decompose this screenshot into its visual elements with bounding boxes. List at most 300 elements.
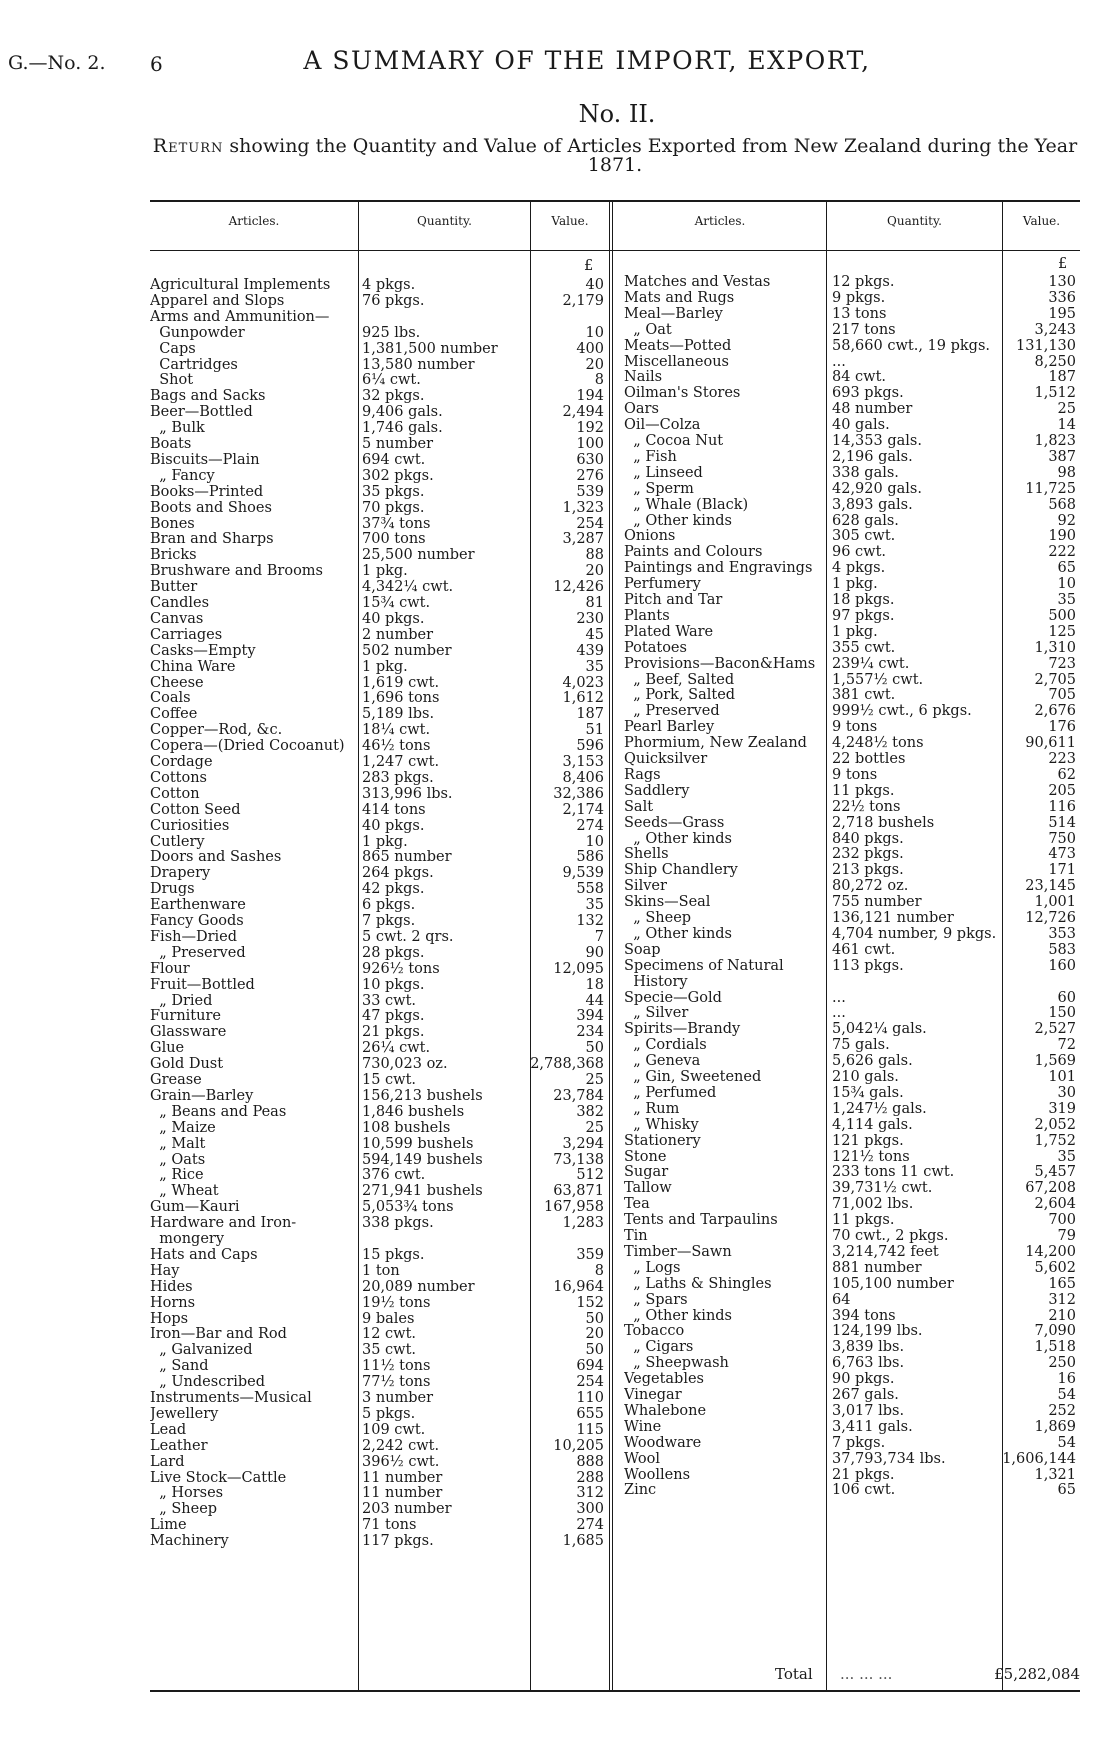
article-name: Cheese <box>150 674 204 691</box>
value-cell: 596 <box>576 738 604 755</box>
quantity-cell: 77½ tons <box>362 1374 431 1391</box>
value-cell: 223 <box>1048 751 1076 767</box>
article-name: „ Sheepwash <box>624 1355 729 1372</box>
article-name: Doors and Sashes <box>150 849 282 866</box>
value-cell: 195 <box>1048 305 1076 322</box>
article-name: Whalebone <box>624 1402 707 1419</box>
value-cell: 14,200 <box>1025 1243 1076 1260</box>
article-name: Leather <box>150 1437 208 1454</box>
article-name: Boots and Shoes <box>150 499 272 516</box>
quantity-cell: 283 pkgs. <box>362 769 434 786</box>
quantity-cell: 20,089 number <box>362 1278 475 1295</box>
value-cell: 473 <box>1048 846 1076 863</box>
article-name: Canvas <box>150 610 204 627</box>
quantity-cell: ... <box>832 1005 846 1022</box>
article-name: „ Fish <box>624 448 677 465</box>
quantity-cell: 1 ton <box>362 1262 400 1279</box>
value-cell: 62 <box>1057 766 1076 783</box>
quantity-cell: 97 pkgs. <box>832 607 895 624</box>
value-cell: 20 <box>585 1326 604 1343</box>
quantity-cell: 396½ cwt. <box>362 1453 440 1470</box>
header-value: Value. <box>1022 214 1061 228</box>
panel-divider <box>609 201 613 1690</box>
article-name: „ Sperm <box>624 480 694 497</box>
article-name: „ Undescribed <box>150 1374 266 1391</box>
article-name: „ Perfumed <box>624 1084 717 1101</box>
quantity-cell: 999½ cwt., 6 pkgs. <box>832 703 972 720</box>
table-row <box>624 1481 1077 1499</box>
value-cell: 723 <box>1048 655 1076 672</box>
quantity-cell: 3,839 lbs. <box>832 1339 905 1356</box>
quantity-cell: 6,763 lbs. <box>832 1355 905 1372</box>
quantity-cell: 9 tons <box>832 766 878 783</box>
quantity-cell: 264 pkgs. <box>362 865 434 882</box>
article-name: Arms and Ammunition— <box>150 308 330 325</box>
value-cell: 81 <box>585 595 604 611</box>
value-cell: 394 <box>576 1008 604 1025</box>
quantity-cell: 1,619 cwt. <box>362 674 440 691</box>
value-cell: 252 <box>1048 1402 1076 1419</box>
caption-lead: Return <box>152 135 224 157</box>
value-cell: 2,676 <box>1034 703 1076 720</box>
quantity-cell: 694 cwt. <box>362 451 426 468</box>
value-cell: 35 <box>1057 1148 1076 1165</box>
value-cell: 65 <box>1057 560 1076 577</box>
quantity-cell: 106 cwt. <box>832 1482 896 1499</box>
value-cell: 3,153 <box>562 754 604 770</box>
article-name: Butter <box>150 579 198 596</box>
value-cell: 300 <box>576 1501 604 1518</box>
article-name: „ Other kinds <box>624 925 732 942</box>
document-series: G.—No. 2. <box>8 52 106 74</box>
article-name: Cottons <box>150 769 207 786</box>
quantity-cell: 881 number <box>832 1259 922 1276</box>
quantity-cell: 35 cwt. <box>362 1342 417 1359</box>
value-cell: 12,095 <box>553 960 604 977</box>
value-cell: 50 <box>585 1342 604 1359</box>
article-name: „ Malt <box>150 1135 206 1152</box>
value-cell: 382 <box>576 1103 604 1120</box>
quantity-cell: 4,114 gals. <box>832 1116 913 1133</box>
quantity-cell: 18 pkgs. <box>832 592 895 608</box>
quantity-cell: 338 gals. <box>832 464 899 481</box>
value-cell: 63,871 <box>553 1183 604 1200</box>
article-name: Rags <box>624 766 661 783</box>
article-name: History <box>624 973 688 990</box>
value-cell: 101 <box>1048 1069 1076 1085</box>
quantity-cell: 37¾ tons <box>362 515 431 532</box>
value-cell: 10,205 <box>553 1437 604 1454</box>
article-name: Flour <box>150 960 190 977</box>
article-name: Copper—Rod, &c. <box>150 722 283 739</box>
quantity-cell: 755 number <box>832 894 922 911</box>
article-name: „ Beans and Peas <box>150 1103 287 1120</box>
value-cell: 12,726 <box>1025 910 1076 926</box>
value-cell: 187 <box>576 706 604 723</box>
quantity-cell: 21 pkgs. <box>362 1024 425 1041</box>
table-top-rule <box>150 200 1080 202</box>
article-name: Agricultural Implements <box>150 277 331 293</box>
value-cell: 439 <box>576 642 604 659</box>
article-name: „ Laths & Shingles <box>624 1275 772 1292</box>
currency-symbol: £ <box>584 258 594 274</box>
article-name: Boats <box>150 436 192 452</box>
quantity-cell: 113 pkgs. <box>832 957 904 974</box>
article-name: Lime <box>150 1517 187 1534</box>
value-cell: 210 <box>1048 1307 1076 1324</box>
value-cell: 2,604 <box>1034 1196 1076 1213</box>
value-cell: 165 <box>1048 1275 1076 1292</box>
value-cell: 1,283 <box>562 1215 604 1232</box>
article-name: Meats—Potted <box>624 337 732 354</box>
article-name: Books—Printed <box>150 483 264 500</box>
quantity-cell: 594,149 bushels <box>362 1151 483 1168</box>
article-name: Glue <box>150 1040 185 1057</box>
value-cell: 4,023 <box>562 674 604 691</box>
article-name: „ Fancy <box>150 467 215 484</box>
value-cell: 583 <box>1048 941 1076 958</box>
value-cell: 132 <box>576 913 604 929</box>
article-name: „ Geneva <box>624 1053 701 1070</box>
article-name: „ Dried <box>150 992 213 1009</box>
quantity-cell: 6 pkgs. <box>362 897 416 914</box>
article-name: Drugs <box>150 881 195 898</box>
quantity-cell: 305 cwt. <box>832 528 896 545</box>
value-cell: 3,243 <box>1034 321 1076 338</box>
value-cell: 400 <box>576 340 604 357</box>
quantity-cell: 1 pkg. <box>832 623 878 640</box>
quantity-cell: 5 pkgs. <box>362 1405 416 1422</box>
quantity-cell: 9 bales <box>362 1310 415 1327</box>
quantity-cell: 5 cwt. 2 qrs. <box>362 928 454 945</box>
quantity-cell: 1 pkg. <box>362 563 408 580</box>
article-name: Hops <box>150 1310 189 1327</box>
value-cell: 44 <box>585 992 604 1009</box>
value-cell: 319 <box>1048 1100 1076 1117</box>
article-name: Bricks <box>150 547 197 564</box>
value-cell: 20 <box>585 356 604 373</box>
quantity-cell: 15 cwt. <box>362 1072 417 1088</box>
article-name: Brushware and Brooms <box>150 563 323 580</box>
value-cell: 250 <box>1048 1355 1076 1372</box>
article-name: Plants <box>624 607 670 624</box>
article-name: Potatoes <box>624 639 687 656</box>
quantity-cell: 76 pkgs. <box>362 292 425 309</box>
value-cell: 750 <box>1048 830 1076 847</box>
article-name: Hats and Caps <box>150 1246 258 1263</box>
article-name: Woollens <box>624 1466 691 1483</box>
article-name: Lard <box>150 1453 185 1470</box>
value-cell: 8 <box>594 372 604 389</box>
quantity-cell: 47 pkgs. <box>362 1008 425 1025</box>
quantity-cell: 9 tons <box>832 719 878 736</box>
quantity-cell: 926½ tons <box>362 960 440 977</box>
value-cell: 568 <box>1048 496 1076 513</box>
quantity-cell: 267 gals. <box>832 1387 899 1403</box>
article-name: Cordage <box>150 754 213 770</box>
article-name: Tobacco <box>624 1323 685 1340</box>
value-cell: 23,784 <box>553 1087 604 1104</box>
total-label: Total <box>775 1665 813 1683</box>
quantity-cell: 11 pkgs. <box>832 782 895 799</box>
article-name: Instruments—Musical <box>150 1390 312 1406</box>
quantity-cell: 75 gals. <box>832 1037 890 1054</box>
quantity-cell: 1,247½ gals. <box>832 1100 927 1117</box>
currency-symbol: £ <box>1058 256 1068 272</box>
article-name: Nails <box>624 369 663 386</box>
quantity-cell: 1,746 gals. <box>362 420 443 437</box>
quantity-cell: 40 pkgs. <box>362 610 425 627</box>
value-cell: 51 <box>585 722 604 739</box>
quantity-cell: 71 tons <box>362 1517 417 1534</box>
quantity-cell: 121½ tons <box>832 1148 910 1165</box>
quantity-cell: 40 gals. <box>832 417 890 434</box>
article-name: Coals <box>150 690 191 707</box>
quantity-cell: 1,381,500 number <box>362 340 498 357</box>
value-cell: 20 <box>585 563 604 580</box>
quantity-cell: 3,893 gals. <box>832 496 913 513</box>
value-cell: 25 <box>585 1119 604 1136</box>
article-name: „ Preserved <box>624 703 720 720</box>
value-cell: 176 <box>1048 719 1076 736</box>
value-cell: 353 <box>1048 925 1076 942</box>
value-cell: 254 <box>576 1374 604 1391</box>
quantity-cell: 13,580 number <box>362 356 475 373</box>
article-name: Quicksilver <box>624 751 708 767</box>
quantity-cell: 233 tons 11 cwt. <box>832 1164 955 1181</box>
quantity-cell: 414 tons <box>362 801 426 818</box>
quantity-cell: 10 pkgs. <box>362 976 425 993</box>
value-cell: 90,611 <box>1025 735 1076 752</box>
article-name: „ Cordials <box>624 1037 707 1054</box>
value-cell: 514 <box>1048 814 1076 831</box>
quantity-cell: 136,121 number <box>832 910 954 926</box>
article-name: Ship Chandlery <box>624 862 738 879</box>
quantity-cell: 4 pkgs. <box>832 560 886 577</box>
value-cell: 131,130 <box>1016 337 1076 354</box>
quantity-cell: 26¼ cwt. <box>362 1040 431 1057</box>
quantity-cell: 11½ tons <box>362 1358 431 1375</box>
article-name: Sugar <box>624 1164 669 1181</box>
quantity-cell: 11 number <box>362 1485 443 1502</box>
article-name: Oil—Colza <box>624 417 701 434</box>
value-cell: 16,964 <box>553 1278 604 1295</box>
article-name: Apparel and Slops <box>150 292 285 309</box>
article-name: Cutlery <box>150 833 205 850</box>
article-name: Drapery <box>150 865 211 882</box>
value-cell: 98 <box>1057 464 1076 481</box>
quantity-cell: 9,406 gals. <box>362 404 443 421</box>
article-name: Oars <box>624 401 659 418</box>
quantity-cell: 3 number <box>362 1390 434 1406</box>
article-name: Cotton <box>150 785 200 802</box>
value-cell: 336 <box>1048 289 1076 306</box>
article-name: „ Silver <box>624 1005 689 1022</box>
quantity-cell: 313,996 lbs. <box>362 785 453 802</box>
quantity-cell: 25,500 number <box>362 547 475 564</box>
article-name: Skins—Seal <box>624 894 711 911</box>
article-name: „ Rum <box>624 1100 680 1117</box>
page-title: A SUMMARY OF THE IMPORT, EXPORT, <box>303 46 871 75</box>
article-name: „ Linseed <box>624 464 703 481</box>
value-cell: 12,426 <box>553 579 604 596</box>
value-cell: 2,052 <box>1034 1116 1076 1133</box>
article-name: Bones <box>150 515 195 532</box>
value-cell: 72 <box>1057 1037 1076 1054</box>
article-name: „ Whisky <box>624 1116 699 1133</box>
quantity-cell: 105,100 number <box>832 1275 954 1292</box>
article-name: Miscellaneous <box>624 353 729 370</box>
article-name: „ Bulk <box>150 420 205 437</box>
article-name: Soap <box>624 941 661 958</box>
article-name: Gold Dust <box>150 1056 224 1073</box>
table-bottom-rule <box>150 1690 1080 1692</box>
value-cell: 254 <box>576 515 604 532</box>
value-cell: 115 <box>576 1421 604 1438</box>
article-name: Casks—Empty <box>150 642 256 659</box>
article-name: Jewellery <box>150 1405 219 1422</box>
value-cell: 205 <box>1048 782 1076 799</box>
value-cell: 192 <box>576 420 604 437</box>
article-name: Candles <box>150 595 210 611</box>
header-value: Value. <box>551 214 589 228</box>
value-cell: 45 <box>585 626 604 643</box>
value-cell: 40 <box>585 277 604 293</box>
header-quantity: Quantity. <box>887 214 942 228</box>
quantity-cell: 1 pkg. <box>362 658 408 675</box>
caption-text: showing the Quantity and Value of Articles Exported from New Zealand during the Year 1871. <box>223 135 1078 176</box>
value-cell: 187 <box>1048 369 1076 386</box>
value-cell: 16 <box>1057 1371 1076 1388</box>
article-name: China Ware <box>150 658 236 675</box>
article-name: Carriages <box>150 626 223 643</box>
quantity-cell: 84 cwt. <box>832 369 887 386</box>
quantity-cell: 4,248½ tons <box>832 735 924 752</box>
article-name: Woodware <box>624 1434 702 1451</box>
quantity-cell: 42,920 gals. <box>832 480 922 497</box>
value-cell: 10 <box>585 833 604 850</box>
quantity-cell: 58,660 cwt., 19 pkgs. <box>832 337 990 354</box>
article-name: „ Other kinds <box>624 830 732 847</box>
article-name: „ Whale (Black) <box>624 496 749 513</box>
article-name: „ Wheat <box>150 1183 219 1200</box>
article-name: Bran and Sharps <box>150 531 274 548</box>
quantity-cell: 700 tons <box>362 531 426 548</box>
article-name: „ Sheep <box>150 1501 218 1518</box>
value-cell: 79 <box>1057 1228 1076 1244</box>
value-cell: 35 <box>585 658 604 675</box>
quantity-cell: 203 number <box>362 1501 452 1518</box>
article-name: Pearl Barley <box>624 719 715 736</box>
article-name: „ Sheep <box>624 910 692 926</box>
quantity-cell: 12 pkgs. <box>832 274 895 290</box>
article-name: Gum—Kauri <box>150 1199 240 1216</box>
article-name: Wool <box>624 1450 661 1467</box>
value-cell: 230 <box>576 610 604 627</box>
quantity-cell: 1,557½ cwt. <box>832 671 924 688</box>
value-cell: 1,569 <box>1034 1053 1076 1070</box>
article-name: Lead <box>150 1421 187 1438</box>
quantity-cell: 865 number <box>362 849 452 866</box>
value-cell: 25 <box>585 1072 604 1088</box>
article-name: „ Logs <box>624 1259 681 1276</box>
article-name: „ Oats <box>150 1151 206 1168</box>
value-cell: 1,606,144 <box>1002 1450 1076 1467</box>
quantity-cell: 4,704 number, 9 pkgs. <box>832 925 997 942</box>
quantity-cell: 232 pkgs. <box>832 846 904 863</box>
value-cell: 1,518 <box>1034 1339 1076 1356</box>
quantity-cell: 1,696 tons <box>362 690 440 707</box>
value-cell: 5,457 <box>1034 1164 1076 1181</box>
value-cell: 2,527 <box>1034 1021 1076 1038</box>
value-cell: 222 <box>1048 544 1076 561</box>
quantity-cell: 7 pkgs. <box>832 1434 886 1451</box>
quantity-cell: 9 pkgs. <box>832 289 886 306</box>
value-cell: 167,958 <box>544 1199 604 1216</box>
quantity-cell: 1 pkg. <box>832 576 878 593</box>
article-name: Tents and Tarpaulins <box>624 1212 778 1229</box>
quantity-cell: 730,023 oz. <box>362 1056 448 1073</box>
article-name: „ Maize <box>150 1119 216 1136</box>
value-cell: 512 <box>576 1167 604 1184</box>
quantity-cell: 1 pkg. <box>362 833 408 850</box>
article-name: „ Other kinds <box>624 1307 732 1324</box>
value-cell: 1,823 <box>1034 433 1076 449</box>
quantity-cell: ... <box>832 989 846 1006</box>
header-articles: Articles. <box>694 214 746 228</box>
value-cell: 1,323 <box>562 499 604 516</box>
value-cell: 130 <box>1048 274 1076 290</box>
quantity-cell: 32 pkgs. <box>362 388 425 405</box>
quantity-cell: 70 pkgs. <box>362 499 425 516</box>
article-name: Live Stock—Cattle <box>150 1469 287 1486</box>
quantity-cell: 461 cwt. <box>832 941 896 958</box>
header-articles: Articles. <box>228 214 280 228</box>
value-cell: 171 <box>1048 862 1076 879</box>
article-name: Horns <box>150 1294 196 1311</box>
quantity-cell: 5 number <box>362 436 434 452</box>
value-cell: 387 <box>1048 448 1076 465</box>
quantity-cell: 14,353 gals. <box>832 433 922 449</box>
value-cell: 35 <box>1057 592 1076 608</box>
article-name: Tallow <box>624 1180 672 1197</box>
value-cell: 67,208 <box>1025 1180 1076 1197</box>
total-value: £5,282,084 <box>994 1665 1080 1683</box>
article-name: Specie—Gold <box>624 989 722 1006</box>
quantity-cell: 70 cwt., 2 pkgs. <box>832 1228 949 1244</box>
quantity-cell: 1,247 cwt. <box>362 754 440 770</box>
value-cell: 92 <box>1057 512 1076 529</box>
total-leaders: ... ... ... <box>840 1665 893 1683</box>
article-name: „ Beef, Salted <box>624 671 735 688</box>
value-cell: 9,539 <box>562 865 604 882</box>
quantity-cell: 121 pkgs. <box>832 1132 904 1149</box>
quantity-cell: 394 tons <box>832 1307 896 1324</box>
quantity-cell: 39,731½ cwt. <box>832 1180 933 1197</box>
quantity-cell: 2 number <box>362 626 434 643</box>
article-name: Fish—Dried <box>150 928 238 945</box>
value-cell: 288 <box>576 1469 604 1486</box>
value-cell: 705 <box>1048 687 1076 704</box>
quantity-cell: 80,272 oz. <box>832 878 909 895</box>
quantity-cell: 271,941 bushels <box>362 1183 483 1200</box>
value-cell: 2,179 <box>562 292 604 309</box>
value-cell: 888 <box>576 1453 604 1470</box>
value-cell: 3,287 <box>562 531 604 548</box>
article-name: Gunpowder <box>150 324 245 341</box>
value-cell: 73,138 <box>553 1151 604 1168</box>
quantity-cell: 33 cwt. <box>362 992 417 1009</box>
